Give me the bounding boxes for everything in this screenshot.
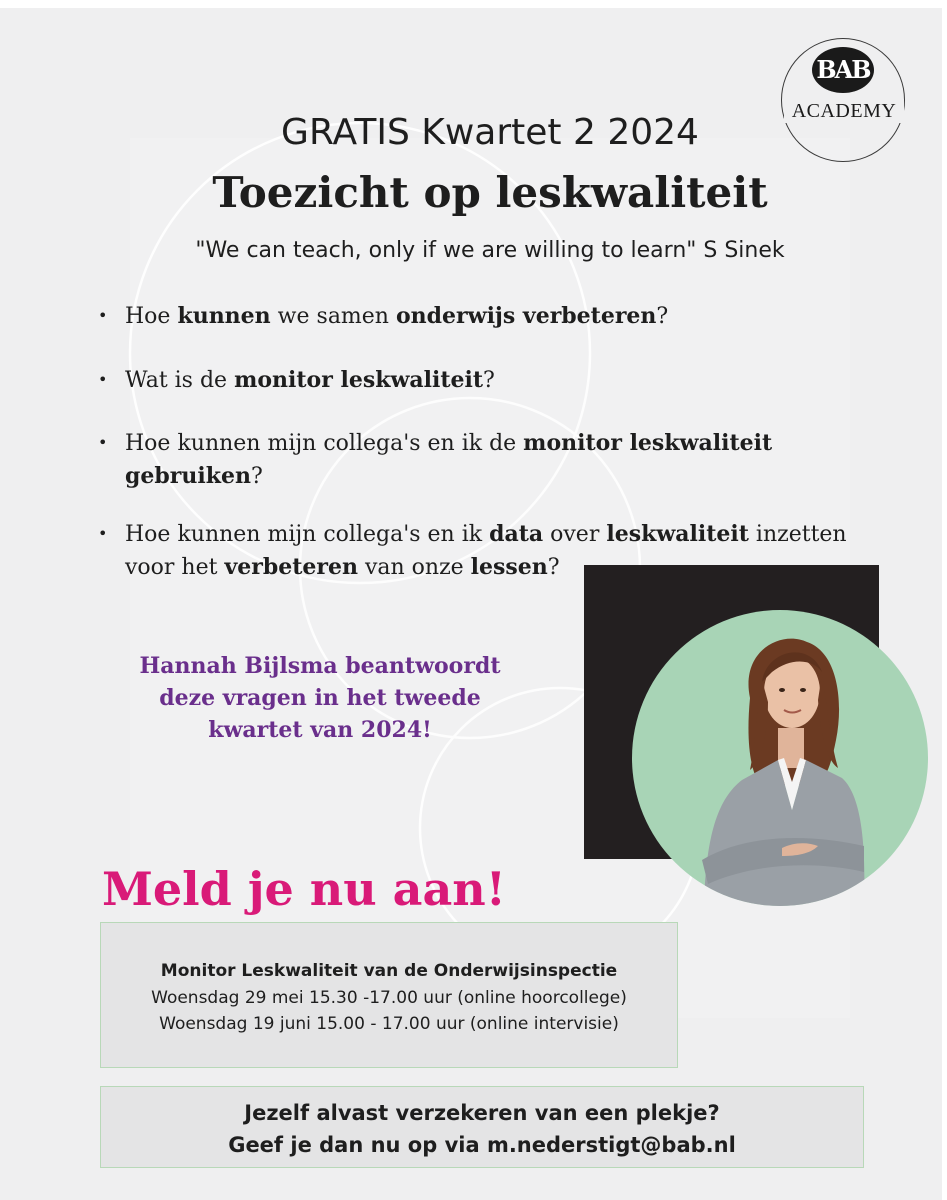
plain-text: Hoe (125, 304, 178, 329)
plain-text: ? (656, 304, 669, 329)
speaker-photo (632, 610, 928, 906)
plain-text: Hoe kunnen mijn collega's en ik de (125, 431, 524, 456)
bullet-icon: • (98, 433, 108, 452)
emphasis-text: lessen (470, 554, 548, 580)
signup-question: Jezelf alvast verzekeren van een plekje? (244, 1101, 720, 1125)
session-dates-box (100, 922, 678, 1068)
bab-logo-mark: BAB (812, 47, 874, 93)
plain-text: ? (547, 555, 560, 580)
kwartet-heading: GRATIS Kwartet 2 2024 (281, 112, 699, 153)
signup-heading: Meld je nu aan! (102, 862, 506, 916)
plain-text: over (543, 522, 607, 547)
page-title: Toezicht op leskwaliteit (212, 168, 768, 217)
session-date-1: Woensdag 29 mei 15.30 -17.00 uur (online hoorcollege) (151, 988, 627, 1008)
plain-text: ? (483, 368, 495, 393)
question-item (98, 300, 898, 333)
emphasis-text: onderwijs verbeteren (395, 303, 657, 329)
speaker-portrait-icon (632, 610, 928, 906)
question-text (125, 300, 898, 333)
question-item (98, 364, 898, 397)
emphasis-text: leskwaliteit (606, 521, 749, 547)
speaker-line: Hannah Bijlsma beantwoordt (139, 653, 501, 679)
academy-label: ACADEMY (784, 99, 904, 123)
plain-text: Wat is de (125, 368, 235, 393)
plain-text: we samen (270, 304, 396, 329)
emphasis-text: data (489, 521, 544, 547)
emphasis-text: kunnen (177, 303, 271, 329)
quote: "We can teach, only if we are willing to learn" S Sinek (195, 238, 785, 263)
speaker-line: kwartet van 2024! (208, 717, 432, 743)
emphasis-text: monitor leskwaliteit gebruiken (125, 430, 773, 489)
signup-box (100, 1086, 864, 1168)
speaker-announcement (120, 650, 520, 746)
emphasis-text: monitor leskwaliteit (234, 367, 484, 393)
question-text (125, 427, 898, 493)
bullet-icon: • (98, 370, 108, 389)
bullet-icon: • (98, 524, 108, 543)
plain-text: inzetten voor het (125, 522, 847, 580)
bullet-icon: • (98, 306, 108, 325)
plain-text: ? (250, 464, 263, 489)
plain-text: van onze (357, 555, 471, 580)
question-item (98, 427, 898, 493)
speaker-line: deze vragen in het tweede (159, 685, 481, 711)
emphasis-text: verbeteren (224, 554, 358, 580)
plain-text: Hoe kunnen mijn collega's en ik (125, 522, 490, 547)
question-text (125, 364, 898, 397)
session-title: Monitor Leskwaliteit van de Onderwijsinspectie (160, 961, 618, 981)
session-date-2: Woensdag 19 juni 15.00 - 17.00 uur (online intervisie) (159, 1014, 619, 1034)
signup-contact[interactable]: Geef je dan nu op via m.nederstigt@bab.nl (228, 1133, 736, 1157)
